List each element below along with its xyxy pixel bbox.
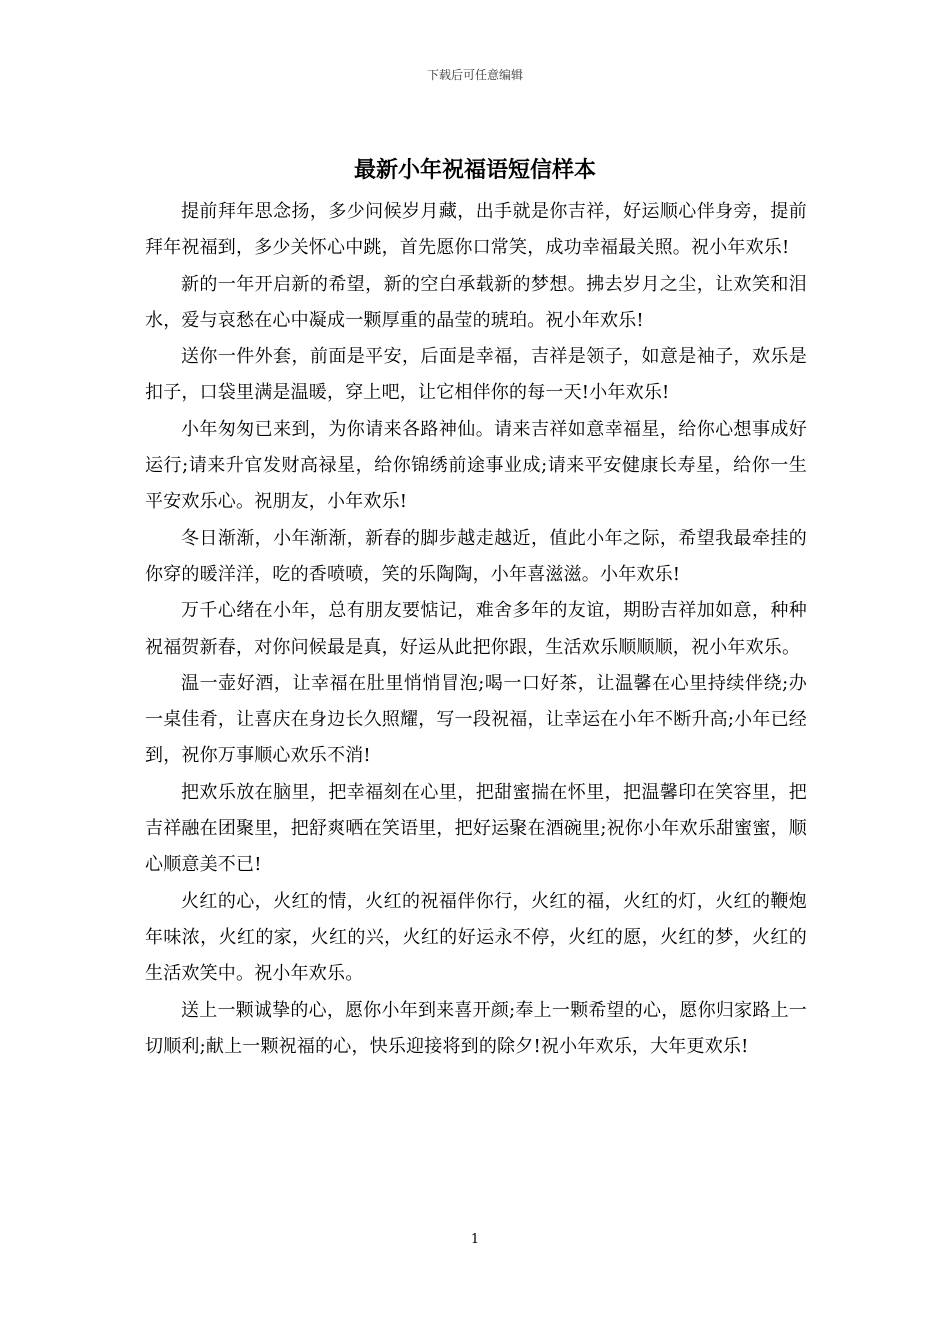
paragraph-1: 提前拜年思念扬，多少问候岁月藏，出手就是你吉祥，好运顺心伴身旁，提前拜年祝福到，多少关怀心中跳，首先愿你口常笑，成功幸福最关照。祝小年欢乐! — [145, 201, 807, 259]
document-title: 最新小年祝福语短信样本 — [353, 157, 596, 183]
paragraph-8: 把欢乐放在脑里，把幸福刻在心里，把甜蜜揣在怀里，把温馨印在笑容里，把吉祥融在团聚里，把舒爽哂在笑语里，把好运聚在酒碗里;祝你小年欢乐甜蜜蜜，顺心顺意美不已! — [145, 781, 807, 876]
document-body — [145, 194, 807, 1065]
paragraph-5: 冬日渐渐，小年渐渐，新春的脚步越走越近，值此小年之际，希望我最牵挂的你穿的暖洋洋，吃的香喷喷，笑的乐陶陶，小年喜滋滋。小年欢乐! — [145, 527, 807, 585]
page-number: 1 — [470, 1232, 480, 1247]
paragraph-2: 新的一年开启新的希望，新的空白承载新的梦想。拂去岁月之尘，让欢笑和泪水，爱与哀愁在心中凝成一颗厚重的晶莹的琥珀。祝小年欢乐! — [145, 273, 807, 331]
header-note: 下载后可任意编辑 — [426, 68, 523, 82]
paragraph-9: 火红的心，火红的情，火红的祝福伴你行，火红的福，火红的灯，火红的鞭炮年味浓，火红的家，火红的兴，火红的好运永不停，火红的愿，火红的梦，火红的生活欢笑中。祝小年欢乐。 — [145, 890, 807, 985]
paragraph-10: 送上一颗诚挚的心，愿你小年到来喜开颜;奉上一颗希望的心，愿你归家路上一切顺利;献上一颗祝福的心，快乐迎接将到的除夕!祝小年欢乐，大年更欢乐! — [145, 999, 807, 1057]
paragraph-7: 温一壶好酒，让幸福在肚里悄悄冒泡;喝一口好茶，让温馨在心里持续伴绕;办一桌佳肴，让喜庆在身边长久照耀，写一段祝福，让幸运在小年不断升高;小年已经到，祝你万事顺心欢乐不消! — [145, 672, 807, 767]
paragraph-6: 万千心绪在小年，总有朋友要惦记，难舍多年的友谊，期盼吉祥加如意，种种祝福贺新春，对你问候最是真，好运从此把你跟，生活欢乐顺顺顺，祝小年欢乐。 — [145, 600, 807, 658]
paragraph-4: 小年匆匆已来到，为你请来各路神仙。请来吉祥如意幸福星，给你心想事成好运行;请来升官发财高禄星，给你锦绣前途事业成;请来平安健康长寿星，给你一生平安欢乐心。祝朋友，小年欢乐! — [145, 418, 807, 513]
paragraph-3: 送你一件外套，前面是平安，后面是幸福，吉祥是领子，如意是袖子，欢乐是扣子，口袋里满是温暖，穿上吧，让它相伴你的每一天!小年欢乐! — [145, 346, 807, 404]
